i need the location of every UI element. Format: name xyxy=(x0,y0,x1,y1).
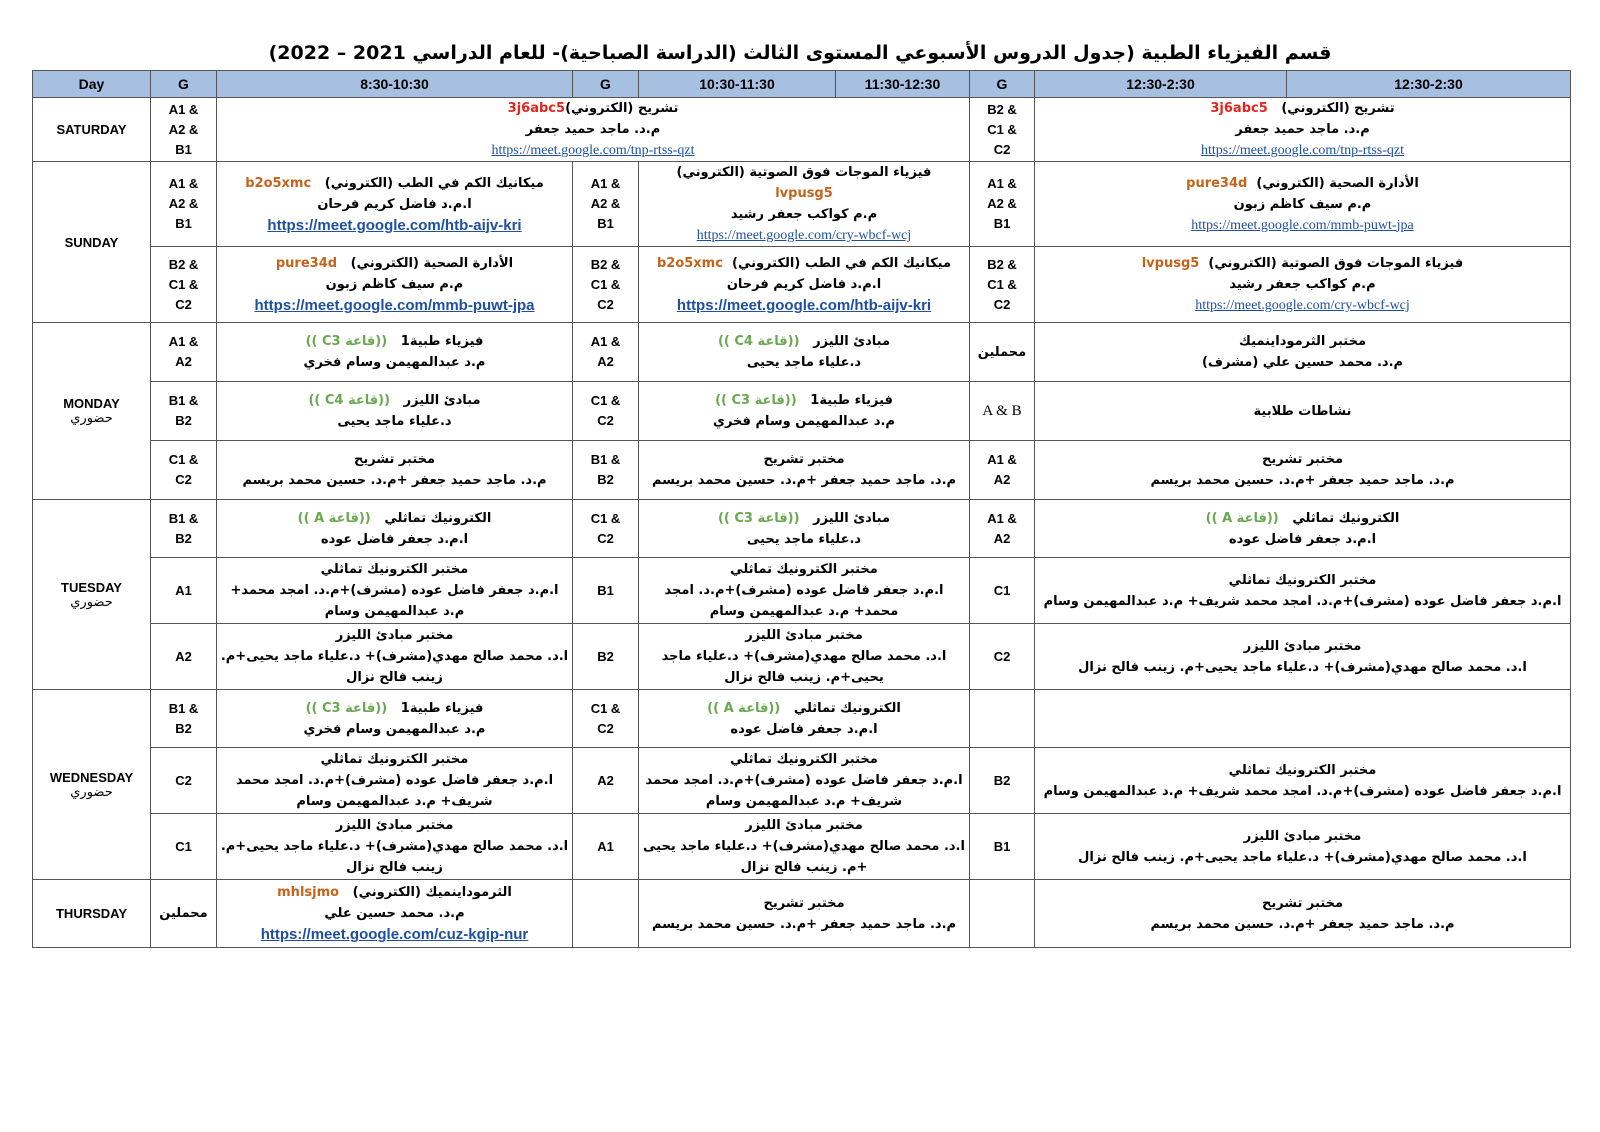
table-row xyxy=(33,323,1571,382)
class-code: 3j6abc5 xyxy=(507,101,566,116)
class-cell: الأدارة الصحية (الكتروني) pure34d م.م سيف كاظم زبون https://meet.google.com/mmb-puwt-jpa xyxy=(1035,162,1571,247)
class-cell: الثرموداينميك (الكتروني) mhlsjmo م.د. محمد حسين علي https://meet.google.com/cuz-kgip-nur xyxy=(217,880,573,948)
group-cell: A & B xyxy=(970,382,1035,441)
group-cell: A1 & A2 & B1 xyxy=(151,98,217,162)
class-code: pure34d xyxy=(1186,175,1248,191)
header-time: 12:30-2:30 xyxy=(1035,71,1287,98)
meet-link[interactable]: https://meet.google.com/mmb-puwt-jpa xyxy=(1191,217,1414,233)
class-cell: مختبر الثرموداينميك م.د. محمد حسين علي (مشرف) xyxy=(1035,323,1571,382)
group-cell: C1 & C2 xyxy=(573,382,639,441)
group-cell: محملين xyxy=(970,323,1035,382)
table-row xyxy=(33,247,1571,323)
group-cell xyxy=(970,880,1035,948)
class-cell: مختبر الكترونيك تماثلي ا.م.د جعفر فاضل عوده (مشرف)+م.د. امجد محمد شريف+ م.د عبدالمهيمن وسام xyxy=(1035,748,1571,814)
class-cell: فيزياء الموجات فوق الصوتية (الكتروني) lvpusg5 م.م كواكب جعفر رشيد https://meet.google.com/cry-wbcf-wcj xyxy=(639,162,970,247)
table-row xyxy=(33,690,1571,748)
table-row xyxy=(33,162,1571,247)
class-cell: تشريح (الكتروني)3j6abc5 م.د. ماجد حميد جعفر https://meet.google.com/tnp-rtss-qzt xyxy=(217,98,970,162)
header-group: G xyxy=(970,71,1035,98)
group-cell: C1 & C2 xyxy=(151,441,217,500)
class-cell: مختبر مبادئ الليزر ا.د. محمد صالح مهدي(مشرف)+ د.علياء ماجد يحيى+م. زينب فالح نزال xyxy=(217,624,573,690)
group-cell: B1 & B2 xyxy=(151,690,217,748)
header-time: 8:30-10:30 xyxy=(217,71,573,98)
class-cell: مختبر تشريح م.د. ماجد حميد جعفر +م.د. حسين محمد بريسم xyxy=(639,880,970,948)
class-cell: مختبر مبادئ الليزر ا.د. محمد صالح مهدي(مشرف)+ د.علياء ماجد يحيى+م. زينب فالح نزال xyxy=(639,624,970,690)
table-row xyxy=(33,382,1571,441)
hall-label: ((قاعة C4 )) xyxy=(717,334,800,349)
header-group: G xyxy=(573,71,639,98)
hall-label: ((قاعة C3 )) xyxy=(305,334,388,349)
meet-link[interactable]: https://meet.google.com/htb-aijv-kri xyxy=(267,216,522,234)
hall-label: ((قاعة C3 )) xyxy=(715,393,797,408)
group-cell: محملين xyxy=(151,880,217,948)
group-cell: A1 & A2 & B1 xyxy=(970,162,1035,247)
meet-link[interactable]: https://meet.google.com/cry-wbcf-wcj xyxy=(696,228,912,243)
class-cell: مختبر الكترونيك تماثلي ا.م.د جعفر فاضل عوده (مشرف)+م.د. امجد محمد شريف+ م.د عبدالمهيمن وسام xyxy=(1035,558,1571,624)
class-cell: نشاطات طلابية xyxy=(1035,382,1571,441)
group-cell: C1 & C2 xyxy=(573,500,639,558)
header-time: 12:30-2:30 xyxy=(1287,71,1571,98)
meet-link[interactable]: https://meet.google.com/cuz-kgip-nur xyxy=(260,926,529,943)
class-code: lvpusg5 xyxy=(775,186,833,201)
class-code: pure34d xyxy=(275,256,338,271)
group-cell: B1 xyxy=(970,814,1035,880)
day-sunday: SUNDAY xyxy=(33,162,151,323)
group-cell: B2 & C1 & C2 xyxy=(573,247,639,323)
group-cell xyxy=(970,690,1035,748)
group-cell: A1 & A2 xyxy=(970,441,1035,500)
group-cell: B1 & B2 xyxy=(151,500,217,558)
class-cell: مبادئ الليزر ((قاعة C3 )) د.علياء ماجد يحيى xyxy=(639,500,970,558)
class-cell: مختبر تشريح م.د. ماجد حميد جعفر +م.د. حسين محمد بريسم xyxy=(1035,880,1571,948)
class-code: mhlsjmo xyxy=(277,885,340,900)
document-title: قسم الفيزياء الطبية (جدول الدروس الأسبوعي المستوى الثالث (الدراسة الصباحية)- للعام الدراسي 2021 – 2022) xyxy=(268,42,1332,64)
day-monday: MONDAY حضوري xyxy=(33,323,151,500)
class-cell: مبادئ الليزر ((قاعة C4 )) د.علياء ماجد يحيى xyxy=(217,382,573,441)
class-cell: مختبر تشريح م.د. ماجد حميد جعفر +م.د. حسين محمد بريسم xyxy=(1035,441,1571,500)
class-cell: مختبر مبادئ الليزر ا.د. محمد صالح مهدي(مشرف)+ د.علياء ماجد يحيى+م. زينب فالح نزال xyxy=(1035,624,1571,690)
header-time: 10:30-11:30 xyxy=(639,71,836,98)
class-cell: فيزياء طبية1 ((قاعة C3 )) م.د عبدالمهيمن وسام فخري xyxy=(217,690,573,748)
table-row xyxy=(33,500,1571,558)
group-cell: C2 xyxy=(151,748,217,814)
header-day: Day xyxy=(33,71,151,98)
group-cell: B2 xyxy=(970,748,1035,814)
header-row xyxy=(33,71,1571,98)
group-cell: A1 xyxy=(151,558,217,624)
table-row xyxy=(33,624,1571,690)
class-cell: الكترونيك تماثلي ((قاعة A )) ا.م.د جعفر فاضل عوده xyxy=(639,690,970,748)
header-time: 11:30-12:30 xyxy=(836,71,970,98)
class-cell: مبادئ الليزر ((قاعة C4 )) د.علياء ماجد يحيى xyxy=(639,323,970,382)
group-cell: B2 xyxy=(573,624,639,690)
class-code: 3j6abc5 xyxy=(1210,101,1268,116)
class-cell: مختبر الكترونيك تماثلي ا.م.د جعفر فاضل عوده (مشرف)+م.د. امجد محمد شريف+ م.د عبدالمهيمن وسام xyxy=(639,748,970,814)
group-cell: A1 xyxy=(573,814,639,880)
class-cell xyxy=(1035,690,1571,748)
class-code: b2o5xmc xyxy=(245,175,312,191)
hall-label: ((قاعة A )) xyxy=(1205,510,1279,526)
header-group: G xyxy=(151,71,217,98)
meet-link[interactable]: https://meet.google.com/cry-wbcf-wcj xyxy=(1195,298,1410,313)
class-cell: مختبر الكترونيك تماثلي ا.م.د جعفر فاضل عوده (مشرف)+م.د. امجد محمد+ م.د عبدالمهيمن وسام xyxy=(639,558,970,624)
group-cell: C2 xyxy=(970,624,1035,690)
group-cell: C1 & C2 xyxy=(573,690,639,748)
group-cell: B1 xyxy=(573,558,639,624)
group-cell: A1 & A2 xyxy=(573,323,639,382)
hall-label: ((قاعة C3 )) xyxy=(305,700,388,716)
hall-label: ((قاعة A )) xyxy=(297,510,371,526)
group-cell: B2 & C1 & C2 xyxy=(970,98,1035,162)
class-cell: الكترونيك تماثلي ((قاعة A )) ا.م.د جعفر فاضل عوده xyxy=(1035,500,1571,558)
class-cell: الأدارة الصحية (الكتروني) pure34d م.م سيف كاظم زبون https://meet.google.com/mmb-puwt-jpa xyxy=(217,247,573,323)
hall-label: ((قاعة C3 )) xyxy=(717,510,800,526)
hall-label: ((قاعة C4 )) xyxy=(308,393,391,408)
table-row xyxy=(33,441,1571,500)
group-cell: A1 & A2 & B1 xyxy=(151,162,217,247)
class-cell: ميكانيك الكم في الطب (الكتروني) b2o5xmc ا.م.د فاضل كريم فرحان https://meet.google.com/htb-aijv-kri xyxy=(639,247,970,323)
day-wednesday: WEDNESDAY حضوري xyxy=(33,690,151,880)
group-cell: A1 & A2 & B1 xyxy=(573,162,639,247)
class-cell: مختبر الكترونيك تماثلي ا.م.د جعفر فاضل عوده (مشرف)+م.د. امجد محمد+ م.د عبدالمهيمن وسام xyxy=(217,558,573,624)
group-cell: C1 xyxy=(151,814,217,880)
group-cell: A1 & A2 xyxy=(151,323,217,382)
schedule-table xyxy=(32,70,1571,948)
table-row xyxy=(33,98,1571,162)
table-row xyxy=(33,748,1571,814)
class-cell: مختبر مبادئ الليزر ا.د. محمد صالح مهدي(مشرف)+ د.علياء ماجد يحيى+م. زينب فالح نزال xyxy=(217,814,573,880)
class-cell: ميكانيك الكم في الطب (الكتروني) b2o5xmc ا.م.د فاضل كريم فرحان https://meet.google.com/htb-aijv-kri xyxy=(217,162,573,247)
day-thursday: THURSDAY xyxy=(33,880,151,948)
class-cell: مختبر الكترونيك تماثلي ا.م.د جعفر فاضل عوده (مشرف)+م.د. امجد محمد شريف+ م.د عبدالمهيمن وسام xyxy=(217,748,573,814)
group-cell: A2 xyxy=(573,748,639,814)
group-cell: A1 & A2 xyxy=(970,500,1035,558)
group-cell: B1 & B2 xyxy=(573,441,639,500)
class-cell: فيزياء الموجات فوق الصوتية (الكتروني) lvpusg5 م.م كواكب جعفر رشيد https://meet.google.com/cry-wbcf-wcj xyxy=(1035,247,1571,323)
table-row xyxy=(33,880,1571,948)
class-cell: مختبر تشريح م.د. ماجد حميد جعفر +م.د. حسين محمد بريسم xyxy=(639,441,970,500)
class-code: lvpusg5 xyxy=(1141,256,1200,271)
class-code: b2o5xmc xyxy=(656,256,723,271)
class-cell: مختبر تشريح م.د. ماجد حميد جعفر +م.د. حسين محمد بريسم xyxy=(217,441,573,500)
meet-link[interactable]: https://meet.google.com/tnp-rtss-qzt xyxy=(491,143,695,158)
day-tuesday: TUESDAY حضوري xyxy=(33,500,151,690)
class-cell: تشريح (الكتروني) 3j6abc5 م.د. ماجد حميد جعفر https://meet.google.com/tnp-rtss-qzt xyxy=(1035,98,1571,162)
group-cell: A2 xyxy=(151,624,217,690)
table-row xyxy=(33,558,1571,624)
group-cell: C1 xyxy=(970,558,1035,624)
class-cell: فيزياء طبية1 ((قاعة C3 )) م.د عبدالمهيمن وسام فخري xyxy=(217,323,573,382)
group-cell: B2 & C1 & C2 xyxy=(151,247,217,323)
meet-link[interactable]: https://meet.google.com/mmb-puwt-jpa xyxy=(254,297,535,314)
group-cell xyxy=(573,880,639,948)
table-row xyxy=(33,814,1571,880)
class-cell: فيزياء طبية1 ((قاعة C3 )) م.د عبدالمهيمن وسام فخري xyxy=(639,382,970,441)
group-cell: B1 & B2 xyxy=(151,382,217,441)
day-saturday: SATURDAY xyxy=(33,98,151,162)
meet-link[interactable]: https://meet.google.com/tnp-rtss-qzt xyxy=(1201,143,1404,158)
hall-label: ((قاعة A )) xyxy=(707,700,781,716)
class-cell: مختبر مبادئ الليزر ا.د. محمد صالح مهدي(مشرف)+ د.علياء ماجد يحيى+م. زينب فالح نزال xyxy=(1035,814,1571,880)
meet-link[interactable]: https://meet.google.com/htb-aijv-kri xyxy=(676,297,932,314)
class-cell: مختبر مبادئ الليزر ا.د. محمد صالح مهدي(مشرف)+ د.علياء ماجد يحيى +م. زينب فالح نزال xyxy=(639,814,970,880)
group-cell: B2 & C1 & C2 xyxy=(970,247,1035,323)
class-cell: الكترونيك تماثلي ((قاعة A )) ا.م.د جعفر فاضل عوده xyxy=(217,500,573,558)
